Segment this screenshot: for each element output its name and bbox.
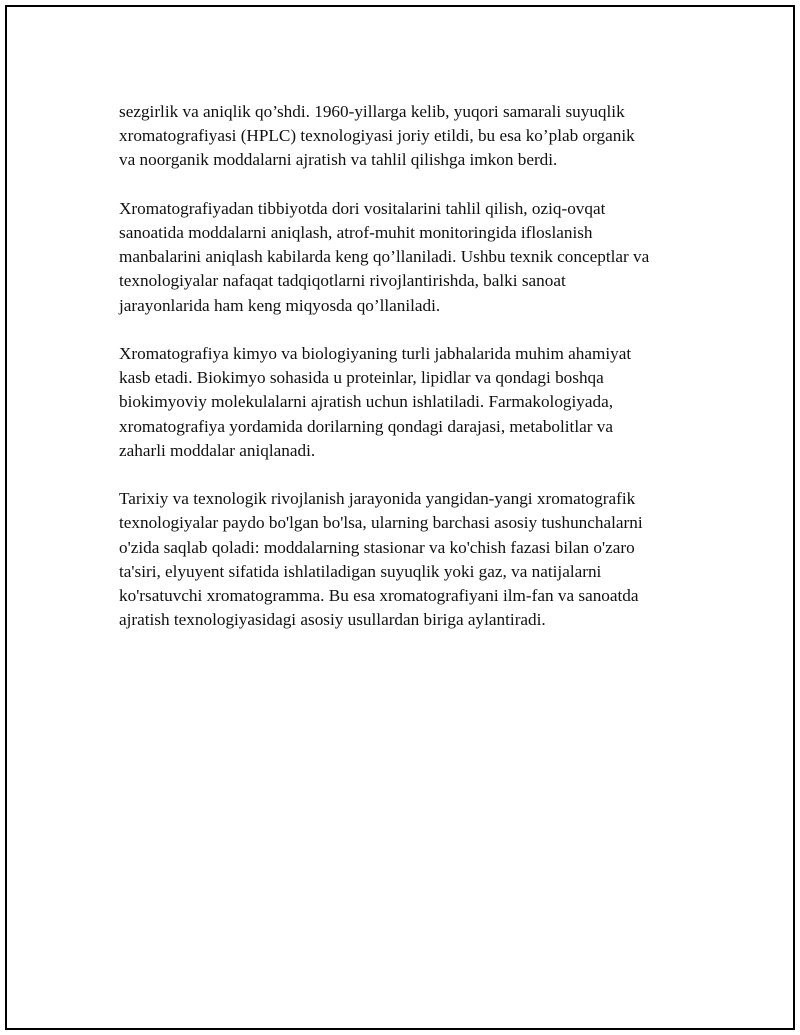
text-line: xromatografiya yordamida dorilarning qondagi darajasi, metabolitlar va [119, 416, 613, 436]
text-line: Xromatografiya kimyo va biologiyaning turli jabhalarida muhim ahamiyat [119, 344, 632, 363]
paragraph-4 [119, 487, 709, 632]
text-line: va noorganik moddalarni ajratish va tahlil qilishga imkon berdi. [119, 150, 558, 170]
text-line: ko'rsatuvchi xromatogramma. Bu esa xromatografiyani ilm-fan va sanoatda [119, 586, 639, 606]
text-line: manbalarini aniqlash kabilarda keng qo’llaniladi. Ushbu texnik conceptlar va [119, 247, 650, 267]
text-line: xromatografiyasi (HPLC) texnologiyasi joriy etildi, bu esa ko’plab organik [119, 126, 635, 146]
paragraph-1 [119, 100, 709, 173]
text-line: Tarixiy va texnologik rivojlanish jarayonida yangidan-yangi xromatografik [119, 489, 636, 509]
text-line: o'zida saqlab qoladi: moddalarning stasionar va ko'chish fazasi bilan o'zaro [119, 537, 635, 557]
text-line: kasb etadi. Biokimyo sohasida u proteinlar, lipidlar va qondagi boshqa [119, 368, 604, 388]
text-line: texnologiyalar nafaqat tadqiqotlarni rivojlantirishda, balki sanoat [119, 271, 566, 291]
text-line: texnologiyalar paydo bo'lgan bo'lsa, ularning barchasi asosiy tushunchalarni [119, 513, 643, 533]
text-line: biokimyoviy molekulalarni ajratish uchun ishlatiladi. Farmakologiyada, [119, 392, 614, 412]
text-line: ajratish texnologiyasidagi asosiy usullardan biriga aylantiradi. [119, 610, 546, 630]
text-line: ta'siri, elyuyent sifatida ishlatiladigan suyuqlik yoki gaz, va natijalarni [119, 561, 602, 581]
text-line: sanoatida moddalarni aniqlash, atrof-muhit monitoringida ifloslanish [119, 223, 593, 242]
text-line: Xromatografiyadan tibbiyotda dori vositalarini tahlil qilish, oziq-ovqat [119, 198, 606, 218]
page-frame [5, 5, 795, 1030]
text-line: jarayonlarida ham keng miqyosda qo’llaniladi. [119, 295, 441, 315]
text-line: zaharli moddalar aniqlanadi. [119, 440, 316, 460]
paragraph-3 [119, 342, 709, 463]
text-line: sezgirlik va aniqlik qo’shdi. 1960-yillarga kelib, yuqori samarali suyuqlik [119, 102, 625, 121]
paragraph-2 [119, 197, 709, 318]
document-body [119, 100, 709, 657]
